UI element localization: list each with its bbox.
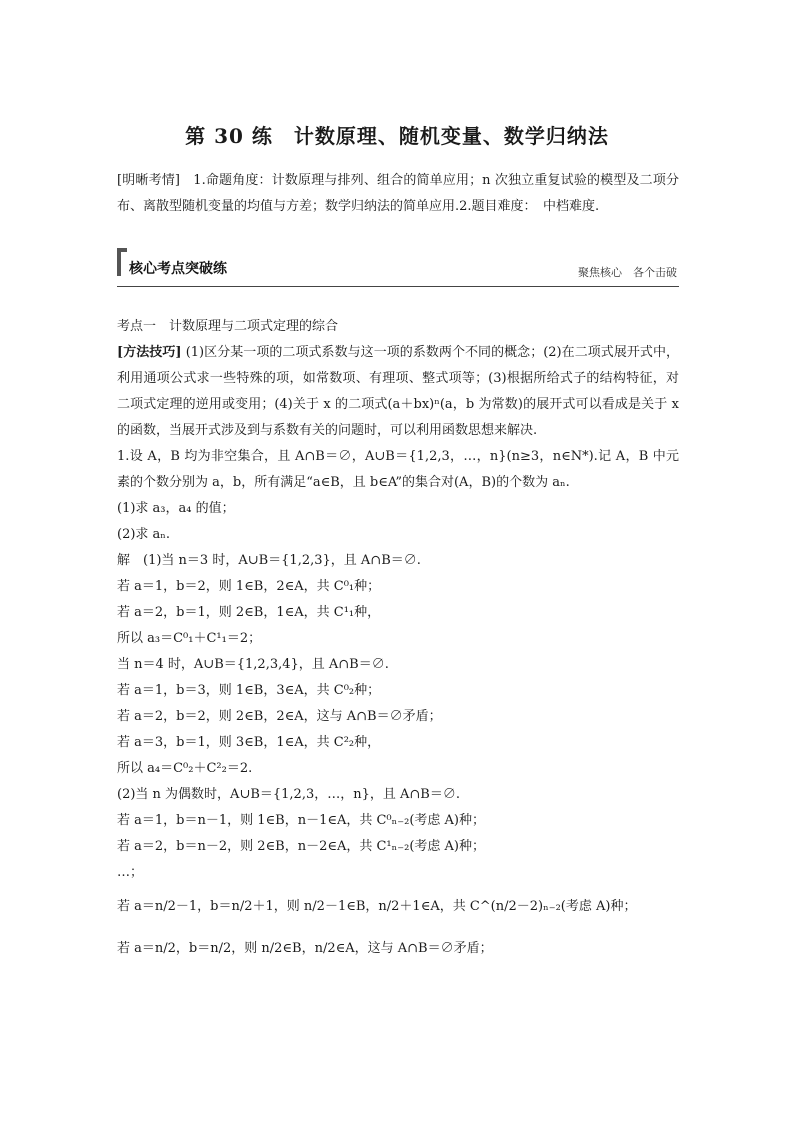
body-line: 若 a＝1，b＝3，则 1∈B，3∈A，共 C⁰₂种； (117, 683, 381, 698)
body-line: (2)求 aₙ. (117, 527, 171, 542)
body-line: 若 a＝3，b＝1，则 3∈B，1∈A，共 C²₂种， (117, 735, 381, 750)
section-subtitle: 聚焦核心 各个击破 (578, 266, 677, 279)
body-line: (1)求 a₃，a₄ 的值； (117, 501, 235, 516)
section-corner-mark (117, 248, 127, 276)
body-line: 若 a＝1，b＝2，则 1∈B，2∈A，共 C⁰₁种； (117, 579, 381, 594)
body-line: 所以 a₄＝C⁰₂＋C²₂＝2. (117, 761, 253, 776)
method-paragraph (117, 340, 679, 444)
method-label: [方法技巧] (117, 345, 182, 360)
content-body (117, 314, 679, 970)
section-title: 核心考点突破练 (129, 261, 227, 277)
body-line-fraction: 若 a＝n/2，b＝n/2，则 n/2∈B，n/2∈A，这与 A∩B＝∅矛盾； (117, 941, 493, 956)
intro-paragraph: [明晰考情] 1.命题角度：计数原理与排列、组合的简单应用；n 次独立重复试验的模型及二项分布、离散型随机变量的均值与方差；数学归纳法的简单应用.2.题目难度： 中档难度. (117, 173, 679, 214)
page-title: 第 30 练 计数原理、随机变量、数学归纳法 (185, 124, 609, 148)
body-line: …； (117, 865, 144, 880)
body-line: 若 a＝2，b＝2，则 2∈B，2∈A，这与 A∩B＝∅矛盾； (117, 709, 442, 724)
problem-statement: 1.设 A，B 均为非空集合，且 A∩B＝∅，A∪B＝{1,2,3，…，n}(n≥3，n∈N*).记 A，B 中元素的个数分别为 a，b，所有满足“a∈B，且 b∈A”的集合对(A，B)的个数为 aₙ. (117, 449, 679, 490)
body-line: 所以 a₃＝C⁰₁＋C¹₁＝2； (117, 631, 262, 646)
body-line: 解 (1)当 n＝3 时，A∪B＝{1,2,3}，且 A∩B＝∅. (117, 553, 421, 568)
body-line: (2)当 n 为偶数时，A∪B＝{1,2,3，…，n}，且 A∩B＝∅. (117, 787, 460, 802)
body-line: 当 n＝4 时，A∪B＝{1,2,3,4}，且 A∩B＝∅. (117, 657, 389, 672)
body-line: 若 a＝1，b＝n－1，则 1∈B，n－1∈A，共 C⁰ₙ₋₂(考虑 A)种； (117, 813, 486, 828)
topic-heading: 考点一 计数原理与二项式定理的综合 (117, 319, 339, 334)
method-text: (1)区分某一项的二项式系数与这一项的系数两个不同的概念；(2)在二项式展开式中，利用通项公式求一些特殊的项，如常数项、有理项、整式项等；(3)根据所给式子的结构特征，对二项式定理的逆用或变用；(4)关于 x 的二项式(a＋bx)ⁿ(a，b 为常数)的展开式可以看成是关于 x 的函数，当展开式涉及到与系数有关的问题时，可以利用函数思想来解决. (117, 345, 679, 438)
body-line-fraction: 若 a＝n/2－1，b＝n/2＋1，则 n/2－1∈B，n/2＋1∈A，共 C^(n/2－2)ₙ₋₂(考虑 A)种； (117, 899, 637, 914)
section-divider (117, 286, 679, 287)
body-line: 若 a＝2，b＝1，则 2∈B，1∈A，共 C¹₁种， (117, 605, 381, 620)
section-header (117, 248, 679, 288)
body-line: 若 a＝2，b＝n－2，则 2∈B，n－2∈A，共 C¹ₙ₋₂(考虑 A)种； (117, 839, 486, 854)
